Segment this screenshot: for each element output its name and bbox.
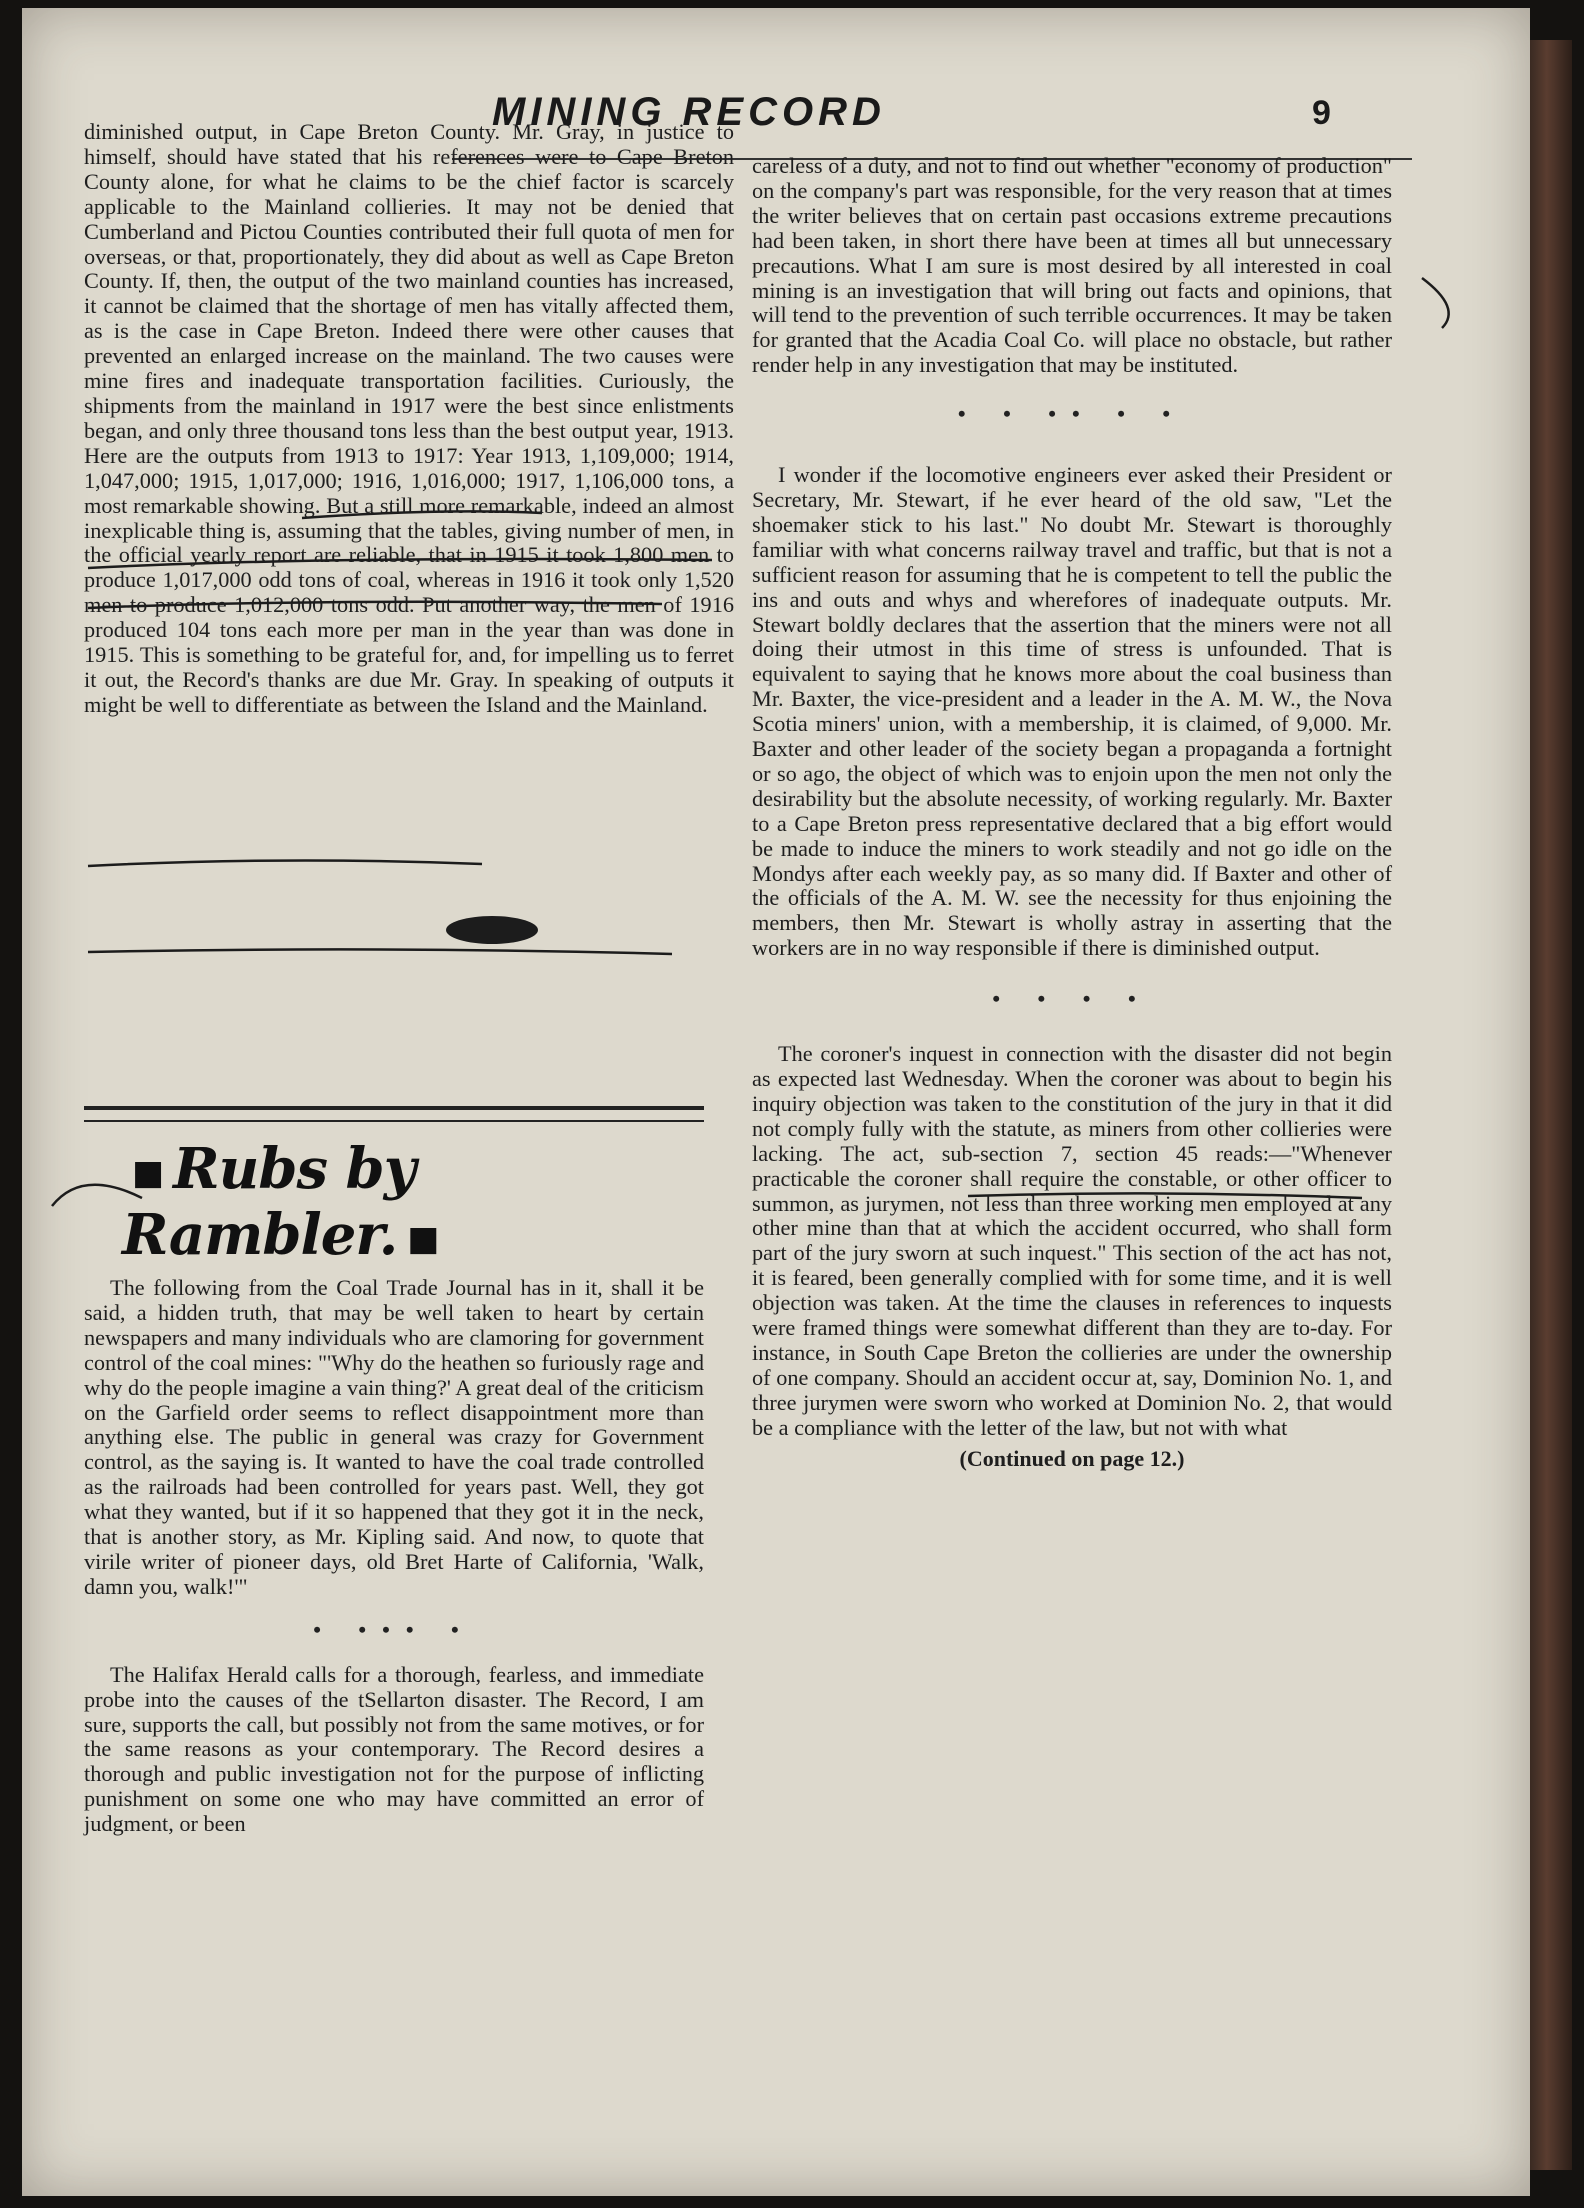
heading-ornament: ■ <box>407 1219 439 1260</box>
left-column <box>84 120 734 718</box>
continued-note: (Continued on page 12.) <box>959 1445 1185 1471</box>
article-paragraph: The coroner's inquest in connection with the disaster did not begin as expected last Wednesday. When the coroner was about to begin his inquiry objection was taken to the constitution of the jury in that it did not comply fully with the statute, as miners from other collieries were lacking. The act, sub-section 7, section 45 reads:—"Whenever practicable the coroner shall require the constable, or other officer to summon, as jurymen, not less than three working men employed at any other mine than that at which the accident occurred, who shall form part of the jury sworn at such inquest." This section of the act has not, it is feared, been generally complied with for some time, and it is well objection was taken. At the time the clauses in references to inquests were framed things were somewhat different than they are to-day. For instance, in South Cape Breton the collieries are under the ownership of one company. Should an accident occur at, say, Dominion No. 1, and three jurymen were sworn who worked at Dominion No. 2, that would be a compliance with the letter of the law, but not with what <box>752 1041 1392 1440</box>
section-title: Rubs by Rambler. <box>122 1136 416 1268</box>
article-paragraph: diminished output, in Cape Breton County. Mr. Gray, in justice to himself, should have stated that his references were to Cape Breton County alone, for what he claims to be the chief factor is scarcely applicable to the Mainland collieries. It may not be denied that Cumberland and Pictou Counties contributed their full quota of men for overseas, or that, proportionately, they did about as well as Cape Breton County. If, then, the output of the two mainland counties has increased, it cannot be claimed that the shortage of men has vitally affected them, as is the case in Cape Breton. Indeed there were other causes that prevented an enlarged increase on the mainland. The two causes were mine fires and inadequate transportation facilities. Curiously, the shipments from the mainland in 1917 were the best since enlistments began, and only three thousand tons less than the best output year, 1913. Here are the outputs from 1913 to 1917: Year 1913, 1,109,000; 1914, 1,047,000; 1915, 1,017,000; 1916, 1,016,000; 1917, 1,106,000 tons, a most remarkable showing. But a still more remarkable, indeed an almost inexplicable thing is, assuming that the tables, giving number of men, in the official yearly report are reliable, that in 1915 it took 1,800 men to produce 1,017,000 odd tons of coal, whereas in 1916 it took only 1,520 men to produce 1,012,000 tons odd. Put another way, the men of 1916 produced 104 tons each more per man in the year than was done in 1915. This is something to be grateful for, and, for impelling us to ferret it out, the Record's thanks are due Mr. Gray. In speaking of outputs it might be well to differentiate as between the Island and the Mainland. <box>84 119 734 717</box>
section-heading <box>122 1136 682 1268</box>
right-column <box>752 154 1392 1472</box>
heading-ornament: ■ <box>132 1153 164 1194</box>
article-paragraph: careless of a duty, and not to find out whether "economy of production" on the company's part was responsible, for the very reason that at times the writer believes that on certain past occasions extreme precautions had been taken, in short there have been at times all but unnecessary precautions. What I am sure is most desired by all interested in coal mining is an investigation that will bring out facts and opinions, that will tend to the prevention of such terrible occurrences. It may be taken for granted that the Acadia Coal Co. will place no obstacle, but rather render help in any investigation that may be instituted. <box>752 153 1392 378</box>
ink-blot <box>446 916 538 944</box>
underline-mark <box>88 949 672 954</box>
margin-scribble <box>1422 278 1449 328</box>
left-column-lower <box>84 1276 704 1837</box>
section-separator: • • • • <box>992 986 1152 1012</box>
article-paragraph: I wonder if the locomotive engineers ever asked their President or Secretary, Mr. Stewart, if he ever heard of the old saw, "Let the shoemaker stick to his last." No doubt Mr. Stewart is thoroughly familiar with what concerns railway travel and traffic, but that is not a sufficient reason for assuming that he is competent to tell the public the ins and outs and whys and wherefores of inadequate outputs. Mr. Stewart boldly declares that the assertion that the miners were not all doing their utmost in this time of stress is unfounded. That is equivalent to saying that he knows more about the coal business than Mr. Baxter, the vice-president and a leader in the A. M. W., the Nova Scotia miners' union, with a membership, it is claimed, of 9,000. Mr. Baxter and other leader of the society began a propaganda a fortnight or so ago, the object of which was to enjoin upon the men not only the desirability but the absolute necessity, of working regularly. Mr. Baxter to a Cape Breton press representative declared that a big effort would be made to induce the miners to work steadily and not go idle on the Mondys after each weekly pay, as so many did. If Baxter and other of the officials of the A. M. W. see the necessity for thus enjoining the members, then Mr. Stewart is wholly astray in asserting that the workers are in no way responsible if there is diminished output. <box>752 462 1392 961</box>
page-number: 9 <box>1312 94 1331 132</box>
article-paragraph: The following from the Coal Trade Journal has in it, shall it be said, a hidden truth, that may be well taken to heart by certain newspapers and many individuals who are clamoring for government control of the coal mines: "'Why do the heathen so furiously rage and why do the people imagine a vain thing?' A great deal of the criticism on the Garfield order seems to reflect disappointment more than anything else. The public in general was crazy for Government control, as the saying is. It wanted to have the coal trade controlled as the railroads had been controlled for years past. Well, they got what they wanted, but if it so happened that they got it in the neck, that is another story, as Mr. Kipling said. And now, to quote that virile writer of pioneer days, old Bret Harte of California, 'Walk, damn you, walk!'" <box>84 1275 704 1599</box>
section-divider <box>84 1106 704 1122</box>
underline-mark <box>88 860 482 866</box>
article-paragraph: The Halifax Herald calls for a thorough, fearless, and immediate probe into the causes of the tSellarton disaster. The Record, I am sure, supports the call, but possibly not from the same motives, or for the same reasons as your contemporary. The Record desires a thorough and public investigation not for the purpose of inflicting punishment on some one who may have committed an error of judgment, or been <box>84 1661 704 1837</box>
masthead: MINING RECORD <box>492 90 886 134</box>
section-separator: • • •• • • <box>957 401 1187 427</box>
section-separator: • ••• • <box>313 1616 475 1642</box>
newspaper-page <box>22 8 1530 2196</box>
book-spine <box>1530 40 1572 2170</box>
